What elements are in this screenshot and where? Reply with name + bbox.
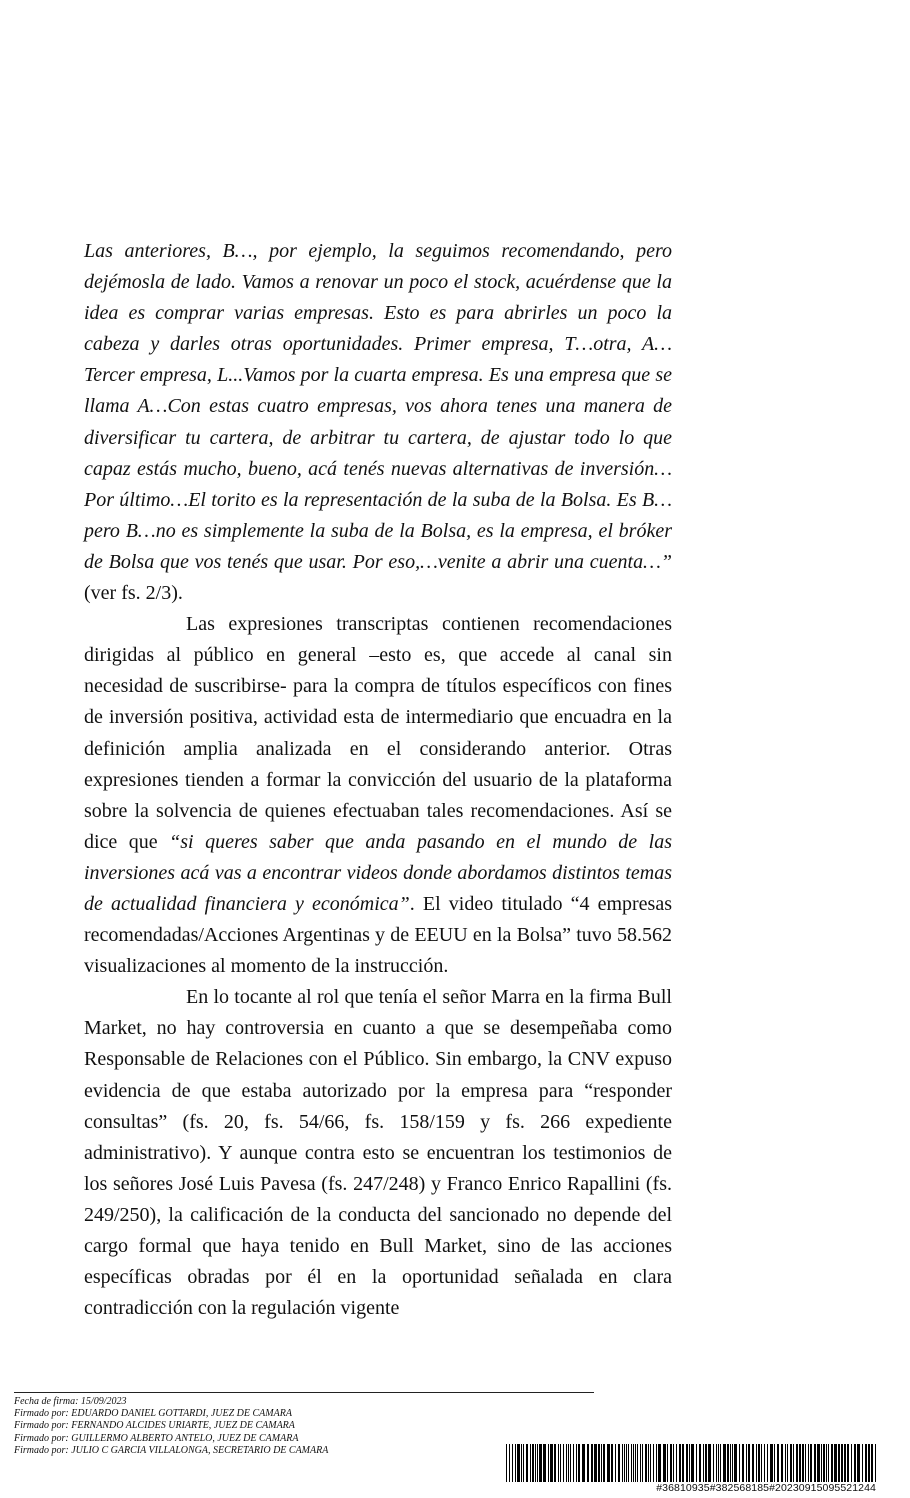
signature-block — [14, 1396, 328, 1457]
body-text: En lo tocante al rol que tenía el señor Marra en la firma Bull Market, no hay controversia en cuanto a que se desempeñaba como Responsable de Relaciones con el Público. Sin embargo, la CNV expuso evidencia de que estaba autorizado por la empresa para “responder consultas” (fs. 20, fs. 54/66, fs. 158/159 y fs. 266 expediente administrativo). Y aunque contra esto se encuentran los testimonios de los señores José Luis Pavesa (fs. 247/248) y Franco Enrico Rapallini (fs. 249/250), la calificación de la conducta del sancionado no depende del cargo formal que haya tenido en Bull Market, sino de las acciones específicas obradas por él en la oportunidad señalada en clara contradicción con la regulación vigente — [84, 986, 672, 1320]
body-text: (ver fs. 2/3). — [84, 582, 183, 605]
signature-line: Firmado por: JULIO C GARCIA VILLALONGA, SECRETARIO DE CAMARA — [14, 1444, 329, 1456]
signature-line: Firmado por: EDUARDO DANIEL GOTTARDI, JUEZ DE CAMARA — [14, 1408, 292, 1420]
body-text: . El video titulado “4 empresas recomendadas/Acciones Argentinas y de EEUU en la Bolsa” tuvo 58.562 visualizaciones al momento de la instrucción. — [84, 892, 672, 978]
quoted-text: “si queres saber que anda pasando en el mundo de las inversiones acá vas a encontrar videos donde abordamos distintos temas de actualidad financiera y económica” — [84, 830, 672, 915]
signature-line: Firmado por: FERNANDO ALCIDES URIARTE, JUEZ DE CAMARA — [14, 1420, 295, 1432]
body-text: Las expresiones transcriptas contienen recomendaciones dirigidas al público en general –esto es, que accede al canal sin necesidad de suscribirse- para la compra de títulos específicos con fines de inversión positiva, actividad esta de intermediario que encuadra en la definición amplia analizada en el considerando anterior. Otras expresiones tienden a formar la convicción del usuario de la plataforma sobre la solvencia de quienes efectuaban tales recomendaciones. Así se dice que — [84, 613, 672, 853]
paragraph — [84, 236, 672, 609]
footer-divider — [14, 1392, 594, 1393]
barcode-number: #36810935#382568185#20230915095521244 — [656, 1482, 876, 1494]
signature-date: Fecha de firma: 15/09/2023 — [14, 1396, 127, 1407]
document-body — [84, 236, 672, 1324]
paragraph — [84, 982, 672, 1324]
paragraph — [84, 609, 672, 982]
signature-line: Firmado por: GUILLERMO ALBERTO ANTELO, JUEZ DE CAMARA — [14, 1432, 299, 1444]
barcode-icon — [506, 1444, 876, 1482]
quoted-text: Las anteriores, B…, por ejemplo, la seguimos recomendando, pero dejémosla de lado. Vamos a renovar un poco el stock, acuérdense que la idea es comprar varias empresas. Esto es para abrirles un poco la cabeza y darles otras oportunidades. Primer empresa, T…otra, A…Tercer empresa, L...Vamos por la cuarta empresa. Es una empresa que se llama A…Con estas cuatro empresas, vos ahora tenes una manera de diversificar tu cartera, de arbitrar tu cartera, de ajustar todo lo que capaz estás mucho, bueno, acá tenés nuevas alternativas de inversión… Por último…El torito es la representación de la suba de la Bolsa. Es B…pero B…no es simplemente la suba de la Bolsa, es la empresa, el bróker de Bolsa que vos tenés que usar. Por eso,…venite a abrir una cuenta…” — [84, 240, 672, 573]
barcode — [506, 1444, 876, 1494]
